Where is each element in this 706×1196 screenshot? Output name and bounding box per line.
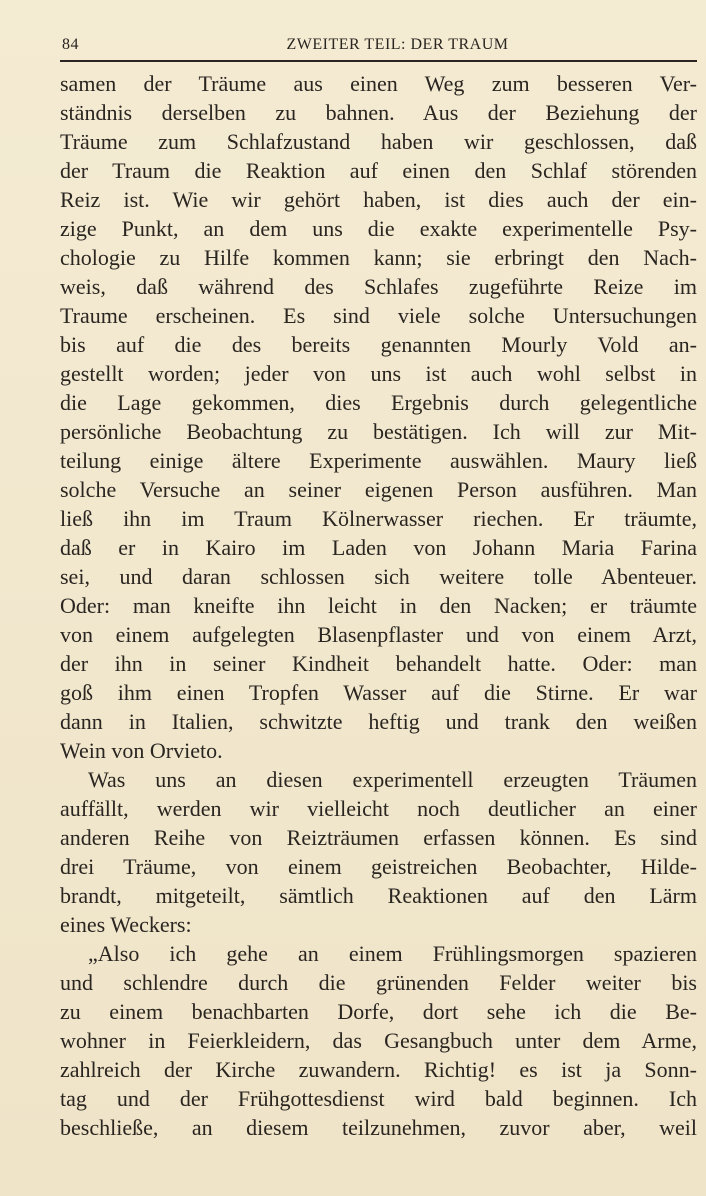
text-line: daß er in Kairo im Laden von Johann Maria Farina (60, 535, 697, 560)
text-line: auffällt, werden wir vielleicht noch deutlicher an einer (60, 796, 697, 821)
text-line: solche Versuche an seiner eigenen Person ausführen. Man (60, 477, 697, 502)
text-line: und schlendre durch die grünenden Felder weiter bis (60, 970, 697, 995)
text-line: Träume zum Schlafzustand haben wir geschlossen, daß (60, 129, 697, 154)
body-text (60, 69, 697, 1142)
text-line: brandt, mitgeteilt, sämtlich Reaktionen auf den Lärm (60, 883, 697, 908)
text-line: von einem aufgelegten Blasenpflaster und von einem Arzt, (60, 622, 697, 647)
text-line: persönliche Beobachtung zu bestätigen. Ich will zur Mit- (60, 419, 697, 444)
text-line: drei Träume, von einem geistreichen Beobachter, Hilde- (60, 854, 697, 879)
text-line: „Also ich gehe an einem Frühlingsmorgen spazieren (88, 941, 697, 966)
text-line: teilung einige ältere Experimente auswählen. Maury ließ (60, 448, 697, 473)
text-line: Wein von Orvieto. (60, 738, 223, 763)
running-title: ZWEITER TEIL: DER TRAUM (286, 36, 509, 53)
text-line: eines Weckers: (60, 912, 192, 937)
text-line: anderen Reihe von Reizträumen erfassen können. Es sind (60, 825, 697, 850)
text-line: tag und der Frühgottesdienst wird bald beginnen. Ich (60, 1086, 697, 1111)
text-line: gestellt worden; jeder von uns ist auch wohl selbst in (60, 361, 697, 386)
text-line: der ihn in seiner Kindheit behandelt hatte. Oder: man (60, 651, 697, 676)
text-line: ständnis derselben zu bahnen. Aus der Beziehung der (60, 100, 697, 125)
text-line: zahlreich der Kirche zuwandern. Richtig! es ist ja Sonn- (60, 1057, 697, 1082)
page-header (60, 33, 697, 61)
text-line: Oder: man kneifte ihn leicht in den Nacken; er träumte (60, 593, 697, 618)
text-line: bis auf die des bereits genannten Mourly Vold an- (60, 332, 697, 357)
text-line: beschließe, an diesem teilzunehmen, zuvor aber, weil (60, 1115, 697, 1140)
text-line: Reiz ist. Wie wir gehört haben, ist dies auch der ein- (60, 187, 697, 212)
header-rule (60, 60, 697, 62)
text-line: chologie zu Hilfe kommen kann; sie erbringt den Nach- (60, 245, 697, 270)
text-line: samen der Träume aus einen Weg zum besseren Ver- (60, 71, 697, 96)
text-line: ließ ihn im Traum Kölnerwasser riechen. Er träumte, (60, 506, 697, 531)
text-line: die Lage gekommen, dies Ergebnis durch gelegentliche (60, 390, 697, 415)
text-line: zige Punkt, an dem uns die exakte experimentelle Psy- (60, 216, 697, 241)
text-line: wohner in Feierkleidern, das Gesangbuch unter dem Arme, (60, 1028, 697, 1053)
text-line: sei, und daran schlossen sich weitere tolle Abenteuer. (60, 564, 697, 589)
text-line: goß ihm einen Tropfen Wasser auf die Stirne. Er war (60, 680, 697, 705)
text-line: weis, daß während des Schlafes zugeführte Reize im (60, 274, 697, 299)
text-line: Traume erscheinen. Es sind viele solche Untersuchungen (60, 303, 697, 328)
text-line: der Traum die Reaktion auf einen den Schlaf störenden (60, 158, 697, 183)
text-line: Was uns an diesen experimentell erzeugten Träumen (88, 767, 697, 792)
text-line: dann in Italien, schwitzte heftig und trank den weißen (60, 709, 697, 734)
page-number: 84 (62, 36, 79, 53)
text-line: zu einem benachbarten Dorfe, dort sehe ich die Be- (60, 999, 697, 1024)
